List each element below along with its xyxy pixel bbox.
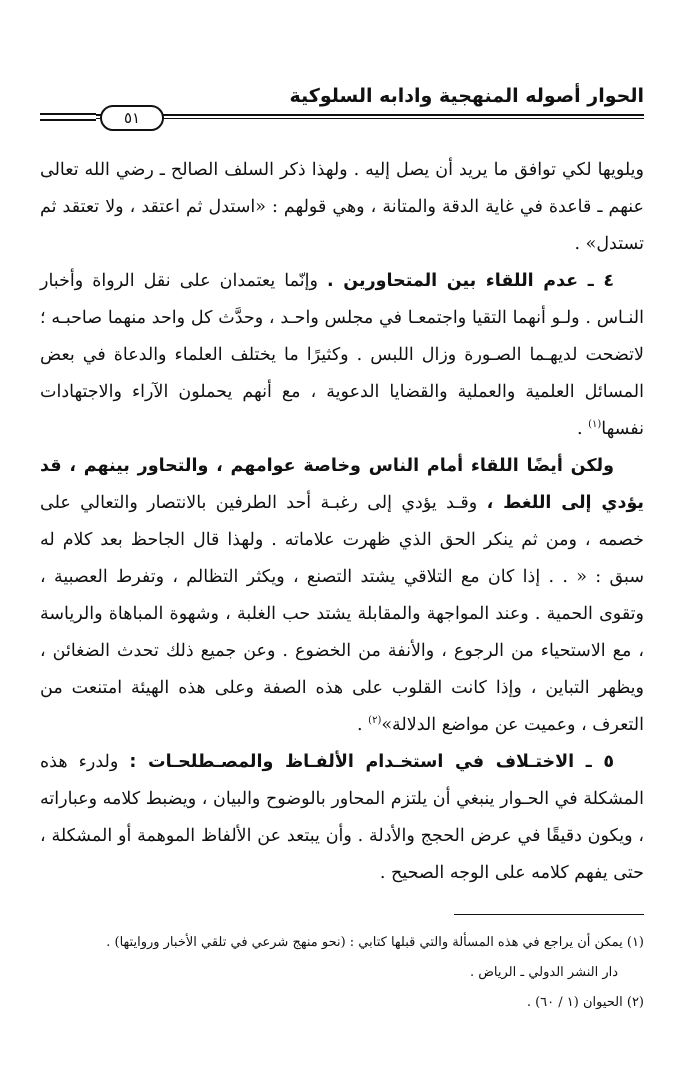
paragraph-3-text: وقـد يؤدي إلى رغبـة أحد الطرفين بالانتصار والتعالي على خصمه ، ومن ثم ينكر الحق الذي ظهرت علاماته . ولهذا قال الجاحظ بعد كلام له سبق : « . . إذا كان مع التلاقي يشتد التصنع ، ويكثر التظالم ، وتفرط العصبية ، وتقوى الحمية . وعند المواجهة والمقابلة يشتد حب الغلبة ، وشهوة المباهاة والرياسة ، مع الاستحياء من الرجوع ، والأنفة من الخضوع . وعن جميع ذلك تحدث الضغائن ، ويظهر التباين ، وإذا كانت القلوب على هذه الصفة وعلى هذه الهيئة امتنعت من التعرف ، وعميت عن مواضع الدلالة» xyxy=(40,493,644,735)
footnote-2: (٢) الحيوان (١ / ٦٠) . xyxy=(526,995,644,1010)
footnote-1: (١) يمكن أن يراجع في هذه المسألة والتي قبلها كتابي : (نحو منهج شرعي في تلقي الأخبار وروايتها) . xyxy=(106,935,644,950)
footnote-1-continuation: دار النشر الدولي ـ الرياض . xyxy=(469,965,618,980)
paragraph-4 xyxy=(40,744,644,892)
point-5-heading: ٥ ـ الاختـلاف في استخـدام الألفـاظ والمصـطلحـات : xyxy=(129,752,614,772)
paragraph-2-text: وإنّما يعتمدان على نقل الرواة وأخبار النـاس . ولـو أنهما التقيا واجتمعـا في مجلس واحـد ، وحدَّث كل واحد منهما صاحبـه ؛ لاتضحت لديهـما الصـورة وزال اللبس . وكثيرًا ما يختلف العلماء والدعاة في بعض المسائل العلمية والعملية والقضايا الدعوية ، مع أنهم يحملون الآراء والاجتهادات نفسها xyxy=(40,271,644,439)
paragraph-4-text: ولدرء هذه المشكلة في الحـوار ينبغي أن يلتزم المحاور بالوضوح والبيان ، ويضبط كلامه وعباراته ، ويكون دقيقًا في عرض الحجج والأدلة . وأن يبتعد عن الألفاظ الموهمة أو المشكلة ، حتى يفهم كلامه على الوجه الصحيح . xyxy=(40,752,644,883)
body-text xyxy=(40,152,644,892)
page-number: ٥١ xyxy=(100,105,164,131)
paragraph-2-end: . xyxy=(576,419,589,439)
header-title: الحوار أصوله المنهجية وادابه السلوكية xyxy=(289,85,644,107)
running-header xyxy=(40,84,644,132)
footnotes xyxy=(40,928,644,1018)
paragraph-1 xyxy=(40,152,644,263)
paragraph-1-text: ويلويها لكي توافق ما يريد أن يصل إليه . ولهذا ذكر السلف الصالح ـ رضي الله تعالى عنهم ـ قاعدة في غاية الدقة والمتانة ، وهي قولهم : «استدل ثم اعتقد ، ولا تعتقد ثم تستدل» . xyxy=(40,160,644,254)
paragraph-2 xyxy=(40,263,644,448)
paragraph-3 xyxy=(40,448,644,744)
point-4-heading: ٤ ـ عدم اللقاء بين المتحاورين . xyxy=(327,271,614,291)
footnote-ref-1[interactable]: (١) xyxy=(588,419,602,431)
footnote-separator xyxy=(454,914,644,915)
footnote-ref-2[interactable]: (٢) xyxy=(368,715,382,727)
paragraph-3-end: . xyxy=(357,715,369,735)
paragraph-3-bold: ولكن أيضًا اللقاء أمام الناس وخاصة عوامهم ، والتحاور بينهم ، قد يؤدي إلى اللغط ، xyxy=(40,456,644,513)
header-ornament xyxy=(40,113,96,121)
